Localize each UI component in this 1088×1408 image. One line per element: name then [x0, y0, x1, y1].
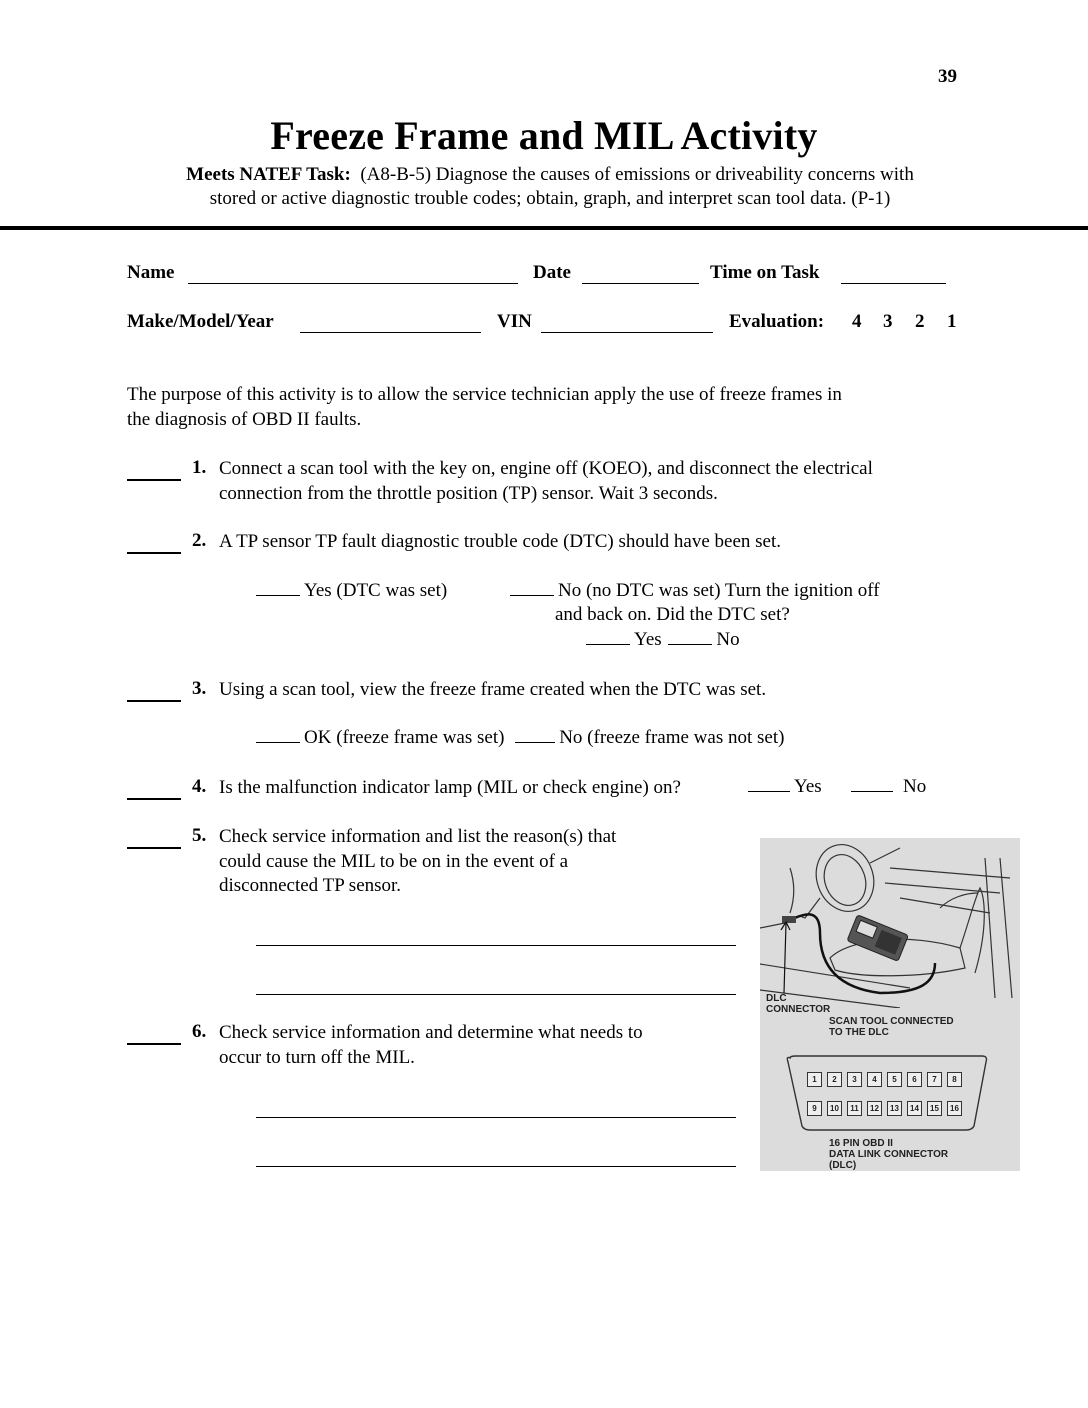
step3-number: 3.: [192, 678, 207, 699]
dlc-label-line2: CONNECTOR: [766, 1004, 831, 1015]
time-on-task-field[interactable]: [841, 283, 946, 284]
evaluation-score-3[interactable]: 3: [883, 311, 893, 332]
pin-9: 9: [807, 1101, 822, 1116]
step6-answer-line1[interactable]: [256, 1117, 736, 1118]
natef-task: [120, 163, 980, 211]
step5-answer-line2[interactable]: [256, 994, 736, 995]
pin-15: 15: [927, 1101, 942, 1116]
step2-no-label: No (no DTC was set) Turn the ignition off: [558, 580, 880, 601]
pin-16: 16: [947, 1101, 962, 1116]
evaluation-score-4[interactable]: 4: [852, 311, 862, 332]
step2-option-yes[interactable]: [256, 580, 447, 602]
dlc-caption: [829, 1138, 948, 1171]
dlc-connector-label: [766, 993, 830, 1015]
evaluation-score-1[interactable]: 1: [947, 311, 957, 332]
pin-10: 10: [827, 1101, 842, 1116]
step2-sub-yes-blank[interactable]: [586, 644, 630, 645]
name-label: Name: [127, 262, 175, 283]
scan-tool-caption: [829, 1016, 954, 1038]
time-on-task-label: Time on Task: [710, 262, 820, 283]
step3-check-blank[interactable]: [127, 700, 181, 702]
step4-text: Is the malfunction indicator lamp (MIL or check engine) on?: [219, 777, 681, 798]
make-model-year-label: Make/Model/Year: [127, 311, 274, 332]
pin-6: 6: [907, 1072, 922, 1087]
dlc-label-line1: DLC: [766, 993, 787, 1004]
vin-field[interactable]: [541, 332, 713, 333]
date-label: Date: [533, 262, 571, 283]
caption-bottom-line1: 16 PIN OBD II: [829, 1138, 893, 1149]
pin-7: 7: [927, 1072, 942, 1087]
step4-option-no[interactable]: [851, 776, 926, 798]
step1-check-blank[interactable]: [127, 479, 181, 481]
step2-yes-label: Yes (DTC was set): [304, 580, 448, 601]
header-divider: [0, 226, 1088, 230]
step2-text: A TP sensor TP fault diagnostic trouble code (DTC) should have been set.: [219, 531, 781, 552]
step2-yes-blank[interactable]: [256, 595, 300, 596]
task-text-line1: (A8-B-5) Diagnose the causes of emissions or driveability concerns with: [360, 164, 914, 185]
step2-number: 2.: [192, 530, 207, 551]
step2-sub-yes-label: Yes: [634, 629, 662, 650]
step4-option-yes[interactable]: [748, 776, 822, 798]
step2-option-no[interactable]: [510, 580, 880, 602]
step1-text: [219, 457, 979, 506]
page-title: Freeze Frame and MIL Activity: [270, 113, 818, 158]
step1-line1: Connect a scan tool with the key on, engine off (KOEO), and disconnect the electrical: [219, 458, 873, 479]
pin-11: 11: [847, 1101, 862, 1116]
step6-text: [219, 1021, 739, 1070]
step2-sub-no-label: No: [716, 629, 740, 650]
step1-number: 1.: [192, 457, 207, 478]
step6-answer-line2[interactable]: [256, 1166, 736, 1167]
intro-paragraph: [127, 383, 977, 432]
step4-yes-label: Yes: [794, 776, 822, 797]
pin-13: 13: [887, 1101, 902, 1116]
step3-ok-label: OK (freeze frame was set): [304, 727, 505, 748]
step3-no-blank[interactable]: [515, 742, 555, 743]
intro-line2: the diagnosis of OBD II faults.: [127, 408, 362, 430]
step4-number: 4.: [192, 776, 207, 797]
step5-number: 5.: [192, 825, 207, 846]
step5-line1: Check service information and list the reason(s) that: [219, 826, 617, 847]
step3-ok-blank[interactable]: [256, 742, 300, 743]
step6-number: 6.: [192, 1021, 207, 1042]
caption-bottom-line2: DATA LINK CONNECTOR: [829, 1149, 949, 1160]
scan-tool-dlc-figure: [760, 838, 1020, 1171]
vin-label: VIN: [497, 311, 532, 332]
step5-line3: disconnected TP sensor.: [219, 875, 402, 896]
step2-no-line2: and back on. Did the DTC set?: [555, 604, 790, 625]
pin-4: 4: [867, 1072, 882, 1087]
step4-no-blank[interactable]: [851, 791, 893, 792]
task-text-line2: stored or active diagnostic trouble codes; obtain, graph, and interpret scan tool data. (P-1): [209, 188, 891, 209]
step3-text: Using a scan tool, view the freeze frame created when the DTC was set.: [219, 679, 767, 700]
step5-check-blank[interactable]: [127, 847, 181, 849]
step3-options: [256, 727, 784, 749]
step2-no-blank[interactable]: [510, 595, 554, 596]
step2-sub-options: [586, 629, 740, 651]
caption-top-line2: TO THE DLC: [829, 1027, 889, 1038]
date-field[interactable]: [582, 283, 699, 284]
pin-14: 14: [907, 1101, 922, 1116]
pin-1: 1: [807, 1072, 822, 1087]
pin-12: 12: [867, 1101, 882, 1116]
step5-text: [219, 825, 739, 899]
step5-answer-line1[interactable]: [256, 945, 736, 946]
evaluation-label: Evaluation:: [729, 311, 825, 332]
step4-check-blank[interactable]: [127, 798, 181, 800]
step3-no-label: No (freeze frame was not set): [559, 727, 785, 748]
pin-8: 8: [947, 1072, 962, 1087]
name-field[interactable]: [188, 283, 518, 284]
intro-line1: The purpose of this activity is to allow the service technician apply the use of freeze frames in: [127, 384, 842, 405]
caption-bottom-line3: (DLC): [829, 1160, 857, 1171]
step6-check-blank[interactable]: [127, 1043, 181, 1045]
make-model-year-field[interactable]: [300, 332, 481, 333]
step4-yes-blank[interactable]: [748, 791, 790, 792]
page-number: 39: [938, 66, 957, 87]
step2-sub-no-blank[interactable]: [668, 644, 712, 645]
step6-line1: Check service information and determine what needs to: [219, 1022, 643, 1043]
evaluation-score-2[interactable]: 2: [915, 311, 925, 332]
step4-no-label: No: [903, 776, 927, 797]
pin-3: 3: [847, 1072, 862, 1087]
step5-line2: could cause the MIL to be on in the event of a: [219, 850, 569, 872]
caption-top-line1: SCAN TOOL CONNECTED: [829, 1016, 954, 1027]
scan-tool-connection-illustration: [760, 838, 1020, 1008]
pin-2: 2: [827, 1072, 842, 1087]
step2-check-blank[interactable]: [127, 552, 181, 554]
step1-line2: connection from the throttle position (TP) sensor. Wait 3 seconds.: [219, 482, 718, 504]
step6-line2: occur to turn off the MIL.: [219, 1046, 415, 1068]
obd-connector-outline: [760, 1048, 1020, 1148]
task-label: Meets NATEF Task:: [186, 164, 351, 185]
pin-5: 5: [887, 1072, 902, 1087]
